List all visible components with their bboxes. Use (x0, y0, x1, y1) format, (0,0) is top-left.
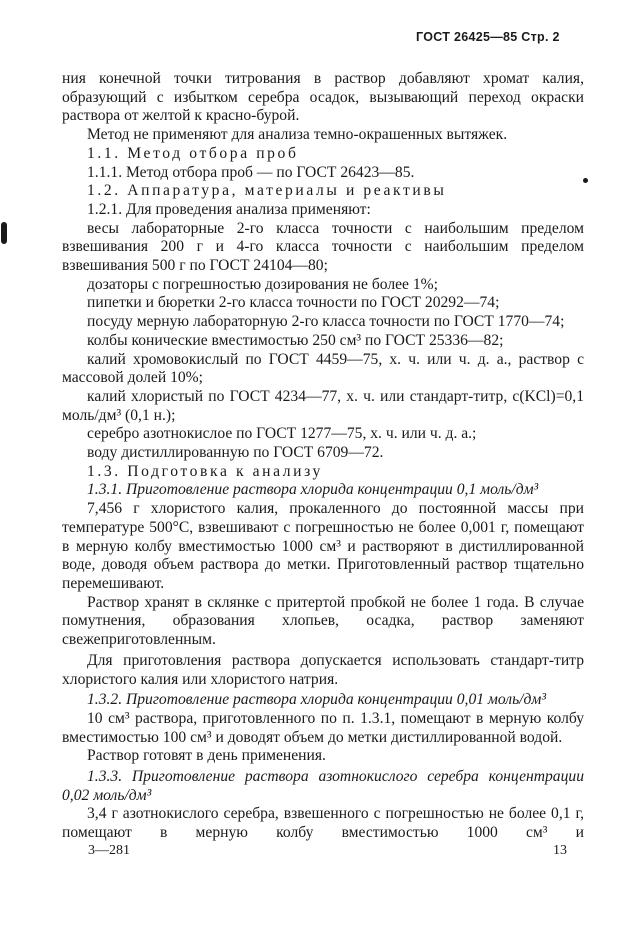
list-item: весы лабораторные 2-го класса точности с наибольшим пределом взвешивания 200 г и 4-го класса точности с наибольшим пределом взвешивания 500 г по ГОСТ 24104—80; (62, 219, 584, 275)
section-heading: 1.1. Метод отбора проб (87, 144, 299, 162)
paragraph: ния конечной точки титрования в раствор добавляют хромат калия, образующий с избытком серебра осадок, вызывающий переход окраски раствора от желтой к красно-бурой. (62, 70, 584, 125)
paragraph: 10 см³ раствора, приготовленного по п. 1.3.1, помещают в мерную колбу вместимостью 100 см³ и доводят объем до метки дистиллированной водой. (62, 709, 584, 746)
paragraph: 1.1.1. Метод отбора проб — по ГОСТ 26423—85. (87, 163, 415, 181)
paragraph: 1.2.1. Для проведения анализа применяют: (87, 200, 371, 218)
paragraph: Для приготовления раствора допускается использовать стандарт-титр хлористого калия или хлористого натрия. (62, 651, 584, 688)
document-body (62, 70, 584, 843)
footer-code: 3—281 (88, 843, 130, 858)
list-item: дозаторы с погрешностью дозирования не более 1%; (87, 275, 438, 293)
margin-bar (1, 222, 7, 244)
paragraph: 7,456 г хлористого калия, прокаленного до постоянной массы при температуре 500°С, взвешивают с погрешностью не более 0,001 г, помещают в мерную колбу вместимостью 1000 см³ и растворяют в дистиллированной воде, доводя объем раствора до метки. Приготовленный раствор тщательно перемешивают. (62, 500, 584, 592)
paragraph: Раствор хранят в склянке с притертой пробкой не более 1 года. В случае помутнения, образования хлопьев, осадка, раствор заменяют свежеприготовленным. (62, 593, 584, 649)
list-item: посуду мерную лабораторную 2-го класса точности по ГОСТ 1770—74; (87, 313, 565, 331)
list-item: воду дистиллированную по ГОСТ 6709—72. (87, 444, 384, 462)
subsection-heading: 1.3.3. Приготовление раствора азотнокислого серебра концентрации 0,02 моль/дм³ (62, 768, 584, 804)
list-item: калий хлористый по ГОСТ 4234—77, х. ч. или стандарт-титр, c(KCl)=0,1 моль/дм³ (0,1 н.); (62, 387, 584, 424)
section-heading: 1.3. Подготовка к анализу (87, 462, 323, 480)
section-heading: 1.2. Аппаратура, материалы и реактивы (87, 182, 447, 200)
list-item: серебро азотнокислое по ГОСТ 1277—75, х. ч. или ч. д. а.; (87, 425, 477, 443)
page-header: ГОСТ 26425—85 Стр. 2 (416, 30, 560, 44)
subsection-heading: 1.3.2. Приготовление раствора хлорида концентрации 0,01 моль/дм³ (87, 691, 547, 709)
list-item: колбы конические вместимостью 250 см³ по ГОСТ 25336—82; (87, 331, 504, 349)
subsection-heading: 1.3.1. Приготовление раствора хлорида концентрации 0,1 моль/дм³ (87, 481, 539, 499)
paragraph: Метод не применяют для анализа темно-окрашенных вытяжек. (87, 126, 508, 144)
paragraph: 3,4 г азотнокислого серебра, взвешенного с погрешностью не более 0,1 г, помещают в мерную колбу вместимостью 1000 см³ и (62, 805, 584, 842)
paragraph: Раствор готовят в день применения. (87, 747, 326, 765)
list-item: калий хромовокислый по ГОСТ 4459—75, х. ч. или ч. д. а., раствор с массовой долей 10%; (62, 350, 584, 387)
page-number: 13 (553, 843, 567, 858)
list-item: пипетки и бюретки 2-го класса точности по ГОСТ 20292—74; (87, 294, 500, 312)
